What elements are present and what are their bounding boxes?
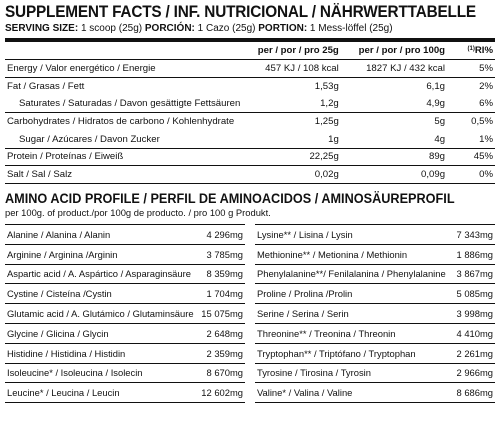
nutrition-facts-table <box>5 42 495 184</box>
amino-row <box>5 225 245 245</box>
amino-value: 1 886mg <box>456 248 493 260</box>
value-per-100g: 89g <box>339 148 445 166</box>
amino-name: Serine / Serina / Serin <box>257 308 349 320</box>
value-ri: 5% <box>445 60 495 78</box>
amino-name: Threonine** / Treonina / Threonin <box>257 327 396 339</box>
amino-value: 2 966mg <box>456 367 493 379</box>
amino-name: Tryptophan** / Triptófano / Tryptophan <box>257 347 416 359</box>
amino-row <box>255 344 495 364</box>
amino-name: Aspartic acid / A. Aspártico / Asparaginsäure <box>7 268 191 280</box>
amino-value: 2 359mg <box>206 347 243 359</box>
nutrient-name: Saturates / Saturadas / Davon gesättigte Fettsäuren <box>5 95 240 113</box>
value-ri: 2% <box>479 80 493 92</box>
value-ri: 6% <box>445 95 495 113</box>
nutrient-name: Carbohydrates / Hidratos de carbono / Kohlenhydrate <box>7 116 235 128</box>
supplement-facts-label <box>5 2 495 439</box>
amino-name: Histidine / Histidina / Histidin <box>7 347 126 359</box>
amino-value: 7 343mg <box>456 228 493 240</box>
amino-value: 2 648mg <box>206 327 243 339</box>
amino-row <box>255 324 495 344</box>
facts-row-sugar <box>5 130 495 148</box>
value-ri: 0% <box>445 166 495 184</box>
amino-name: Alanine / Alanina / Alanin <box>7 228 111 240</box>
amino-row <box>5 245 245 265</box>
amino-row <box>255 383 495 403</box>
nutrient-name: Salt / Sal / Salz <box>5 166 240 184</box>
label-title: SUPPLEMENT FACTS / INF. NUTRICIONAL / NÄHRWERTTABELLE <box>5 3 476 21</box>
col-header-per-25g: per / por / pro 25g <box>240 42 338 60</box>
amino-row <box>255 245 495 265</box>
value-ri: 1% <box>445 130 495 148</box>
ri-footnote-marker: (1) <box>467 46 475 53</box>
facts-row-carbohydrates <box>5 113 495 131</box>
amino-row <box>5 304 245 324</box>
value-per-100g: 6,1g <box>426 80 446 92</box>
serving-value-de: 1 Mess-löffel (25g) <box>307 23 393 34</box>
amino-value: 3 867mg <box>456 268 493 280</box>
amino-value: 8 670mg <box>206 367 243 379</box>
value-per-25g: 1g <box>240 130 338 148</box>
amino-name: Arginine / Arginina /Arginin <box>7 248 118 260</box>
value-per-25g: 22,25g <box>240 148 338 166</box>
amino-value: 2 261mg <box>456 347 493 359</box>
amino-value: 5 085mg <box>456 288 493 300</box>
serving-value-en: 1 scoop (25g) <box>78 23 145 34</box>
serving-label-de: PORTION: <box>258 23 308 34</box>
amino-name: Lysine** / Lisina / Lysin <box>257 228 353 240</box>
amino-name: Glutamic acid / A. Glutámico / Glutaminsäure <box>7 308 194 320</box>
value-per-100g: 4,9g <box>339 95 445 113</box>
value-per-100g: 4g <box>339 130 445 148</box>
amino-value: 4 410mg <box>456 327 493 339</box>
facts-header-blank <box>5 42 240 60</box>
amino-name: Phenylalanine**/ Fenilalanina / Phenylalanine <box>257 268 446 280</box>
value-per-25g: 457 KJ / 108 kcal <box>240 60 338 78</box>
amino-name: Valine* / Valina / Valine <box>257 387 353 399</box>
amino-value: 3 785mg <box>206 248 243 260</box>
serving-label-en: SERVING SIZE: <box>5 23 79 34</box>
value-per-25g: 0,02g <box>240 166 338 184</box>
amino-acid-grid <box>5 224 495 403</box>
col-header-per-100g: per / por / pro 100g <box>339 42 445 60</box>
amino-value: 8 359mg <box>206 268 243 280</box>
value-per-25g: 1,25g <box>314 116 339 128</box>
amino-value: 1 704mg <box>206 288 243 300</box>
amino-row <box>255 284 495 304</box>
amino-name: Isoleucine* / Isoleucina / Isolecin <box>7 367 143 379</box>
ri-label: RI% <box>474 45 493 57</box>
amino-row <box>5 324 245 344</box>
facts-header-row <box>5 42 495 60</box>
serving-value-es: 1 Cazo (25g) <box>194 23 259 34</box>
amino-acid-subtitle: per 100g. of product./por 100g de producto. / pro 100 g Produkt. <box>5 207 271 218</box>
amino-value: 8 686mg <box>456 387 493 399</box>
amino-row <box>255 265 495 285</box>
col-header-ri <box>445 42 495 60</box>
amino-row <box>5 265 245 285</box>
facts-row-saturates <box>5 95 495 113</box>
amino-row <box>255 304 495 324</box>
value-per-25g: 1,2g <box>240 95 338 113</box>
amino-name: Tyrosine / Tirosina / Tyrosin <box>257 367 371 379</box>
amino-name: Glycine / Glicina / Glycin <box>7 327 109 339</box>
value-per-100g: 5g <box>434 116 446 128</box>
amino-acid-title: AMINO ACID PROFILE / PERFIL DE AMINOACIDOS / AMINOSÄUREPROFIL <box>5 191 455 206</box>
amino-row <box>255 364 495 384</box>
value-ri: 0,5% <box>471 116 493 128</box>
nutrient-name: Protein / Proteínas / Eiweiß <box>5 148 240 166</box>
amino-name: Cystine / Cisteína /Cystin <box>7 288 112 300</box>
value-per-100g: 0,09g <box>339 166 445 184</box>
amino-row <box>5 344 245 364</box>
amino-row <box>5 284 245 304</box>
amino-name: Methionine** / Metionina / Methionin <box>257 248 408 260</box>
amino-row <box>5 364 245 384</box>
amino-name: Proline / Prolina /Prolin <box>257 288 353 300</box>
amino-value: 3 998mg <box>456 308 493 320</box>
amino-value: 12 602mg <box>201 387 243 399</box>
facts-row-fat <box>5 77 495 95</box>
amino-value: 15 075mg <box>201 308 243 320</box>
facts-row-protein <box>5 148 495 166</box>
value-per-25g: 1,53g <box>314 80 339 92</box>
value-per-100g: 1827 KJ / 432 kcal <box>339 60 445 78</box>
value-ri: 45% <box>445 148 495 166</box>
amino-row <box>255 225 495 245</box>
amino-row <box>5 383 245 403</box>
serving-label-es: PORCIÓN: <box>144 23 195 34</box>
amino-column-left <box>5 224 245 403</box>
amino-value: 4 296mg <box>206 228 243 240</box>
nutrient-name: Energy / Valor energético / Energie <box>5 60 240 78</box>
nutrient-name: Sugar / Azúcares / Davon Zucker <box>5 130 240 148</box>
amino-name: Leucine* / Leucina / Leucin <box>7 387 120 399</box>
amino-column-right <box>255 224 495 403</box>
serving-size-line <box>5 22 495 35</box>
facts-row-salt <box>5 166 495 184</box>
facts-row-energy <box>5 60 495 78</box>
nutrient-name: Fat / Grasas / Fett <box>7 80 85 92</box>
